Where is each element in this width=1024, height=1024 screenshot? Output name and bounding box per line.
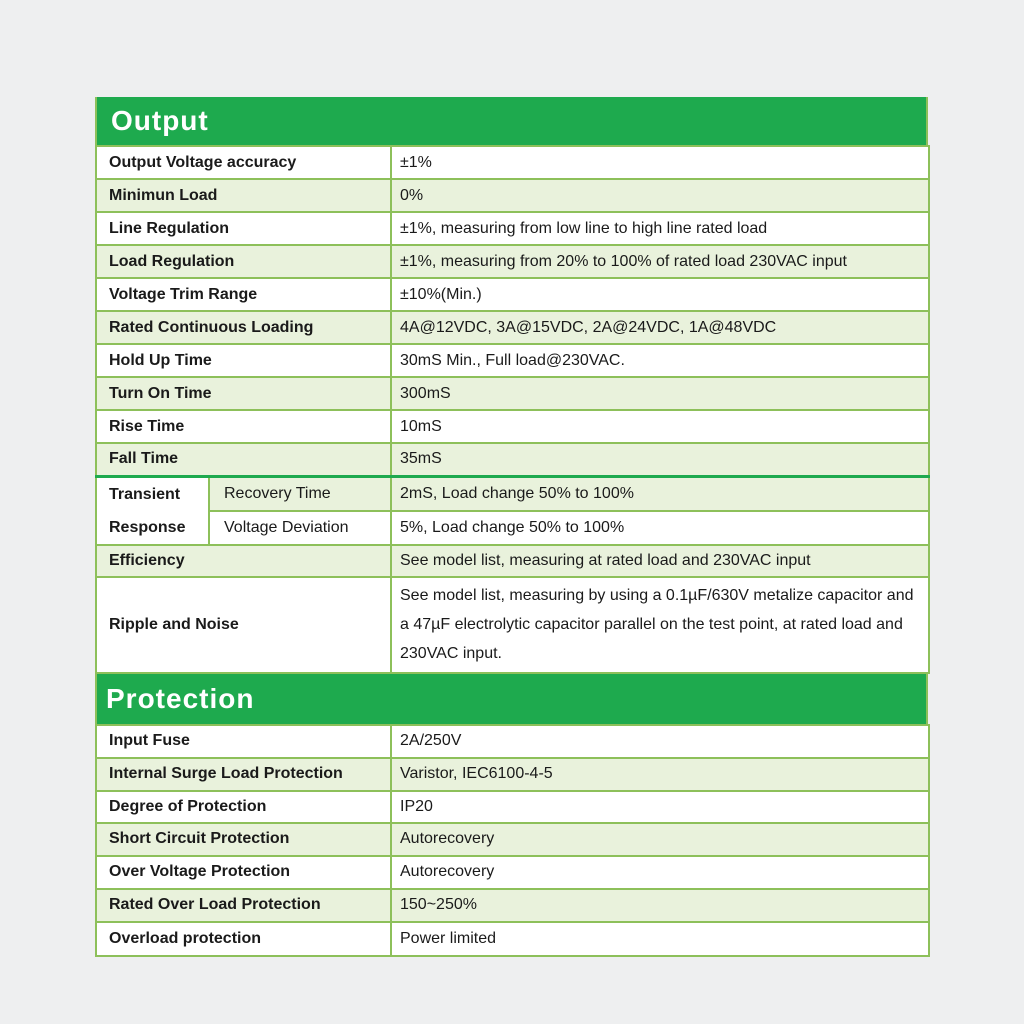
spec-label: Turn On Time [96, 377, 391, 410]
spec-label: Efficiency [96, 545, 391, 577]
spec-value: 35mS [391, 443, 929, 476]
spec-value: 30mS Min., Full load@230VAC. [391, 344, 929, 377]
spec-row [96, 344, 929, 377]
spec-value: IP20 [391, 791, 929, 823]
spec-value: Autorecovery [391, 856, 929, 889]
spec-label: Short Circuit Protection [96, 823, 391, 856]
spec-row [96, 278, 929, 311]
spec-label: Over Voltage Protection [96, 856, 391, 889]
spec-row [96, 146, 929, 179]
spec-row [96, 823, 929, 856]
spec-label: Internal Surge Load Protection [96, 758, 391, 791]
spec-row [96, 311, 929, 344]
spec-value: 300mS [391, 377, 929, 410]
spec-value: 5%, Load change 50% to 100% [391, 511, 929, 544]
spec-label: Input Fuse [96, 725, 391, 758]
spec-row [96, 212, 929, 245]
spec-row-ripple [96, 577, 929, 673]
spec-value: Varistor, IEC6100-4-5 [391, 758, 929, 791]
spec-label: Load Regulation [96, 245, 391, 278]
spec-value: 2A/250V [391, 725, 929, 758]
spec-row [96, 245, 929, 278]
spec-value: Power limited [391, 922, 929, 956]
transient-row-deviation [96, 511, 929, 544]
spec-row [96, 758, 929, 791]
transient-label-line2: Response [109, 518, 186, 536]
spec-label: Line Regulation [96, 212, 391, 245]
spec-label: Hold Up Time [96, 344, 391, 377]
spec-row [96, 377, 929, 410]
spec-row [96, 179, 929, 212]
spec-sublabel: Recovery Time [209, 476, 391, 511]
spec-row [96, 791, 929, 823]
spec-value: ±1% [391, 146, 929, 179]
spec-label: Output Voltage accuracy [96, 146, 391, 179]
spec-label: Voltage Trim Range [96, 278, 391, 311]
protection-spec-table [95, 724, 930, 957]
spec-value: 10mS [391, 410, 929, 443]
spec-value: ±1%, measuring from 20% to 100% of rated load 230VAC input [391, 245, 929, 278]
spec-row [96, 856, 929, 889]
spec-row [96, 725, 929, 758]
spec-sublabel: Voltage Deviation [209, 511, 391, 544]
spec-value: 0% [391, 179, 929, 212]
transient-response-label [96, 476, 209, 545]
spec-sheet [95, 97, 928, 957]
spec-label: Minimun Load [96, 179, 391, 212]
spec-label: Degree of Protection [96, 791, 391, 823]
spec-value: See model list, measuring by using a 0.1µF/630V metalize capacitor and a 47µF electrolytic capacitor parallel on the test point, at rated load and 230VAC input. [391, 577, 929, 673]
section-header-protection: Protection [95, 674, 928, 724]
spec-label: Rated Over Load Protection [96, 889, 391, 922]
spec-label: Overload protection [96, 922, 391, 956]
section-header-output: Output [95, 97, 928, 145]
spec-label: Fall Time [96, 443, 391, 476]
spec-label: Rated Continuous Loading [96, 311, 391, 344]
spec-value: 150~250% [391, 889, 929, 922]
transient-label-line1: Transient [109, 485, 181, 503]
spec-value: 4A@12VDC, 3A@15VDC, 2A@24VDC, 1A@48VDC [391, 311, 929, 344]
spec-label: Rise Time [96, 410, 391, 443]
spec-row [96, 410, 929, 443]
spec-row [96, 922, 929, 956]
transient-row-recovery [96, 476, 929, 511]
spec-value: Autorecovery [391, 823, 929, 856]
spec-value: ±10%(Min.) [391, 278, 929, 311]
spec-row [96, 443, 929, 476]
spec-row-efficiency [96, 545, 929, 577]
output-spec-table [95, 145, 930, 674]
spec-value: See model list, measuring at rated load and 230VAC input [391, 545, 929, 577]
spec-value: 2mS, Load change 50% to 100% [391, 476, 929, 511]
spec-row [96, 889, 929, 922]
spec-label: Ripple and Noise [96, 577, 391, 673]
spec-value: ±1%, measuring from low line to high line rated load [391, 212, 929, 245]
